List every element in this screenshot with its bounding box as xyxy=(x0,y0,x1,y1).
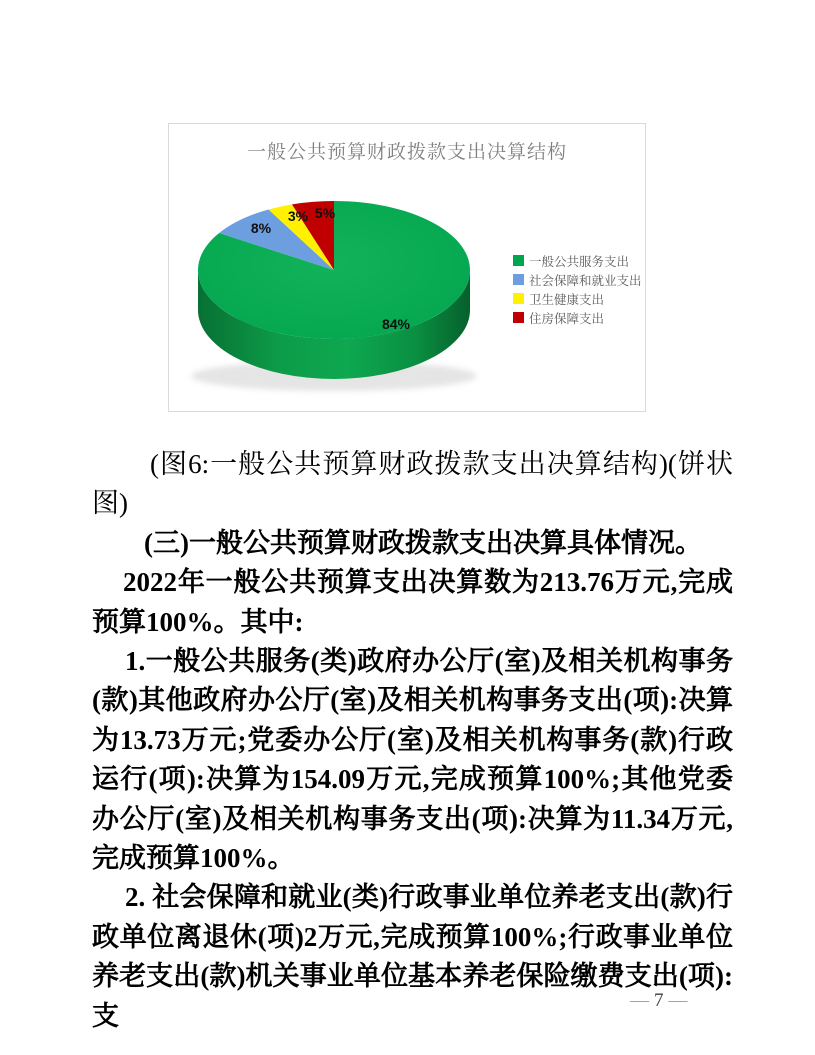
legend-swatch-yellow-icon xyxy=(513,293,524,304)
page-number-dash-right: — xyxy=(668,990,690,1011)
expenditure-pie-chart-figure xyxy=(168,123,646,412)
legend-item xyxy=(513,289,642,308)
paragraph-item-1: 1.一般公共服务(类)政府办公厅(室)及相关机构事务(款)其他政府办公厅(室)及相关机构事务支出(项):决算为13.73万元;党委办公厅(室)及相关机构事务(款)行政运行(项):决算为154.09万元,完成预算100%;其他党委办公厅(室)及相关机构事务支出(项):决算为11.34万元,完成预算100%。 xyxy=(92,646,733,874)
legend-label: 卫生健康支出 xyxy=(529,292,605,307)
document-body xyxy=(92,445,733,1036)
legend-label: 一般公共服务支出 xyxy=(529,254,630,269)
legend-item xyxy=(513,251,642,270)
figure-caption: (图6:一般公共预算财政拨款支出决算结构)(饼状图) xyxy=(92,449,733,519)
legend-label: 社会保障和就业支出 xyxy=(529,273,642,288)
legend-item xyxy=(513,270,642,289)
paragraph-summary: 2022年一般公共预算支出决算数为213.76万元,完成预算100%。其中: xyxy=(92,567,733,637)
legend-item xyxy=(513,308,642,327)
legend-swatch-green-icon xyxy=(513,255,524,266)
paragraph-item-2: 2. 社会保障和就业(类)行政事业单位养老支出(款)行政单位离退休(项)2万元,完成预算100%;行政事业单位养老支出(款)机关事业单位基本养老保险缴费支出(项):支 xyxy=(92,882,733,1031)
legend-label: 住房保障支出 xyxy=(529,311,605,326)
page-number xyxy=(630,990,690,1012)
pie-label-84: 84% xyxy=(381,316,411,332)
legend-swatch-red-icon xyxy=(513,312,524,323)
legend-swatch-blue-icon xyxy=(513,274,524,285)
page-number-value: 7 xyxy=(654,990,666,1011)
page-number-dash-left: — xyxy=(630,990,651,1011)
pie-label-3: 3% xyxy=(287,208,309,224)
pie-label-5: 5% xyxy=(314,205,336,221)
chart-title: 一般公共预算财政拨款支出决算结构 xyxy=(246,142,567,163)
chart-legend xyxy=(513,251,642,327)
section-heading: (三)一般公共预算财政拨款支出决算具体情况。 xyxy=(144,527,702,558)
pie-label-8: 8% xyxy=(250,220,272,236)
